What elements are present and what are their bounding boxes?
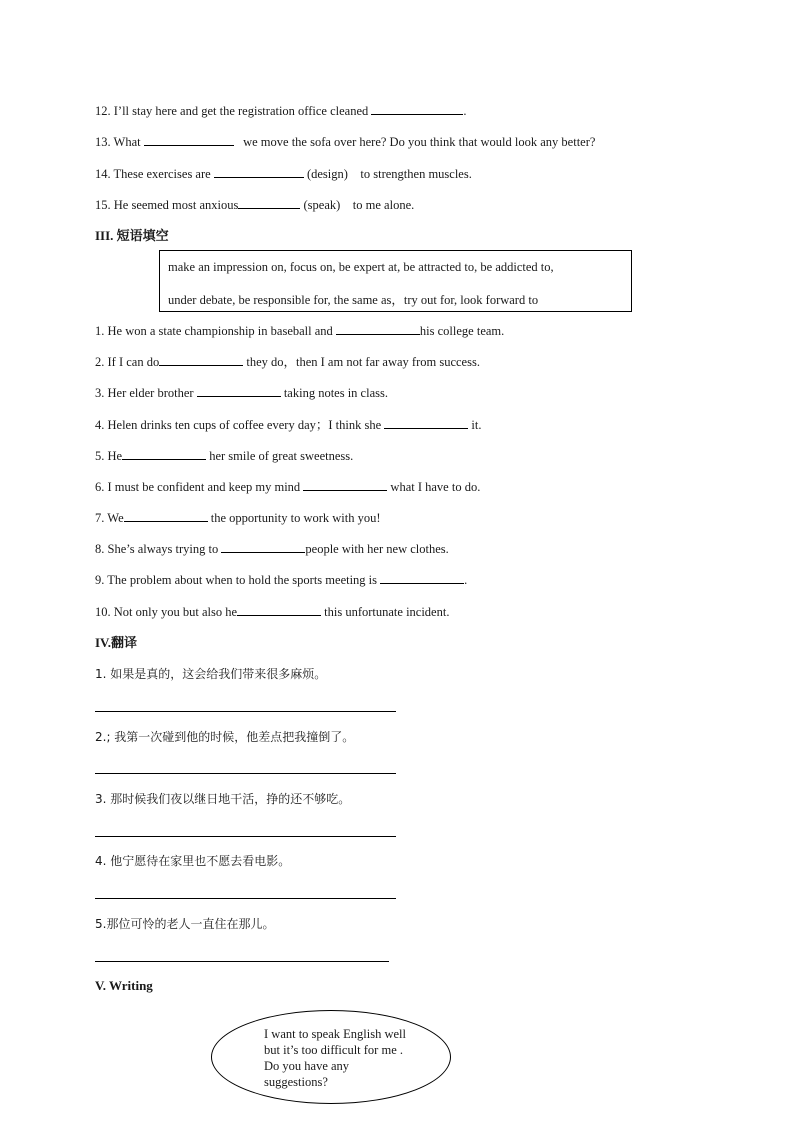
- answer-blank[interactable]: [159, 354, 243, 366]
- translation-answer-line-1[interactable]: [95, 711, 396, 712]
- answer-blank[interactable]: [197, 385, 281, 397]
- question-15: 15. He seemed most anxious (speak) to me alone.: [95, 198, 415, 212]
- section-5-heading: V. Writing: [95, 978, 153, 993]
- answer-blank[interactable]: [221, 541, 305, 553]
- answer-blank[interactable]: [214, 166, 304, 178]
- section-4-heading: IV.翻译: [95, 635, 138, 650]
- phrase-question-4: 4. Helen drinks ten cups of coffee every day；I think she it.: [95, 418, 482, 432]
- translation-answer-line-3[interactable]: [95, 836, 396, 837]
- translation-prompt-3: 3. 那时候我们夜以继日地干活，挣的还不够吃。: [95, 792, 351, 806]
- answer-blank[interactable]: [144, 134, 234, 146]
- answer-blank[interactable]: [380, 572, 464, 584]
- phrase-question-10: 10. Not only you but also he this unfortunate incident.: [95, 605, 450, 619]
- translation-answer-line-5[interactable]: [95, 961, 389, 962]
- answer-blank[interactable]: [371, 103, 463, 115]
- phrase-question-5: 5. He her smile of great sweetness.: [95, 449, 354, 463]
- translation-prompt-4: 4. 他宁愿待在家里也不愿去看电影。: [95, 854, 291, 868]
- phrase-question-2: 2. If I can do they do，then I am not far away from success.: [95, 355, 480, 369]
- phrase-bank-box: [159, 250, 632, 312]
- translation-answer-line-2[interactable]: [95, 773, 396, 774]
- phrase-question-7: 7. We the opportunity to work with you!: [95, 511, 381, 525]
- question-12: 12. I’ll stay here and get the registration office cleaned .: [95, 104, 467, 118]
- phrase-question-1: 1. He won a state championship in baseball and his college team.: [95, 324, 505, 338]
- answer-blank[interactable]: [238, 197, 300, 209]
- answer-blank[interactable]: [124, 510, 208, 522]
- phrase-question-8: 8. She’s always trying to people with her new clothes.: [95, 542, 449, 556]
- translation-prompt-2: 2.; 我第一次碰到他的时候，他差点把我撞倒了。: [95, 730, 355, 744]
- answer-blank[interactable]: [336, 323, 420, 335]
- answer-blank[interactable]: [122, 448, 206, 460]
- phrase-question-9: 9. The problem about when to hold the sports meeting is .: [95, 573, 468, 587]
- speech-bubble-text: I want to speak English well but it’s too difficult for me . Do you have any suggestions?: [264, 1027, 406, 1089]
- phrase-question-6: 6. I must be confident and keep my mind what I have to do.: [95, 480, 481, 494]
- answer-blank[interactable]: [384, 417, 468, 429]
- question-14: 14. These exercises are (design) to strengthen muscles.: [95, 167, 472, 181]
- phrase-bank-line-1: make an impression on, focus on, be expert at, be attracted to, be addicted to,: [168, 260, 554, 274]
- section-3-heading: III. 短语填空: [95, 228, 169, 243]
- phrase-bank-line-2: under debate, be responsible for, the same as，try out for, look forward to: [168, 293, 539, 307]
- translation-prompt-5: 5.那位可怜的老人一直住在那儿。: [95, 917, 275, 931]
- answer-blank[interactable]: [237, 604, 321, 616]
- translation-prompt-1: 1. 如果是真的，这会给我们带来很多麻烦。: [95, 667, 327, 681]
- translation-answer-line-4[interactable]: [95, 898, 396, 899]
- answer-blank[interactable]: [303, 479, 387, 491]
- phrase-question-3: 3. Her elder brother taking notes in class.: [95, 386, 388, 400]
- question-13: 13. What we move the sofa over here? Do you think that would look any better?: [95, 135, 596, 149]
